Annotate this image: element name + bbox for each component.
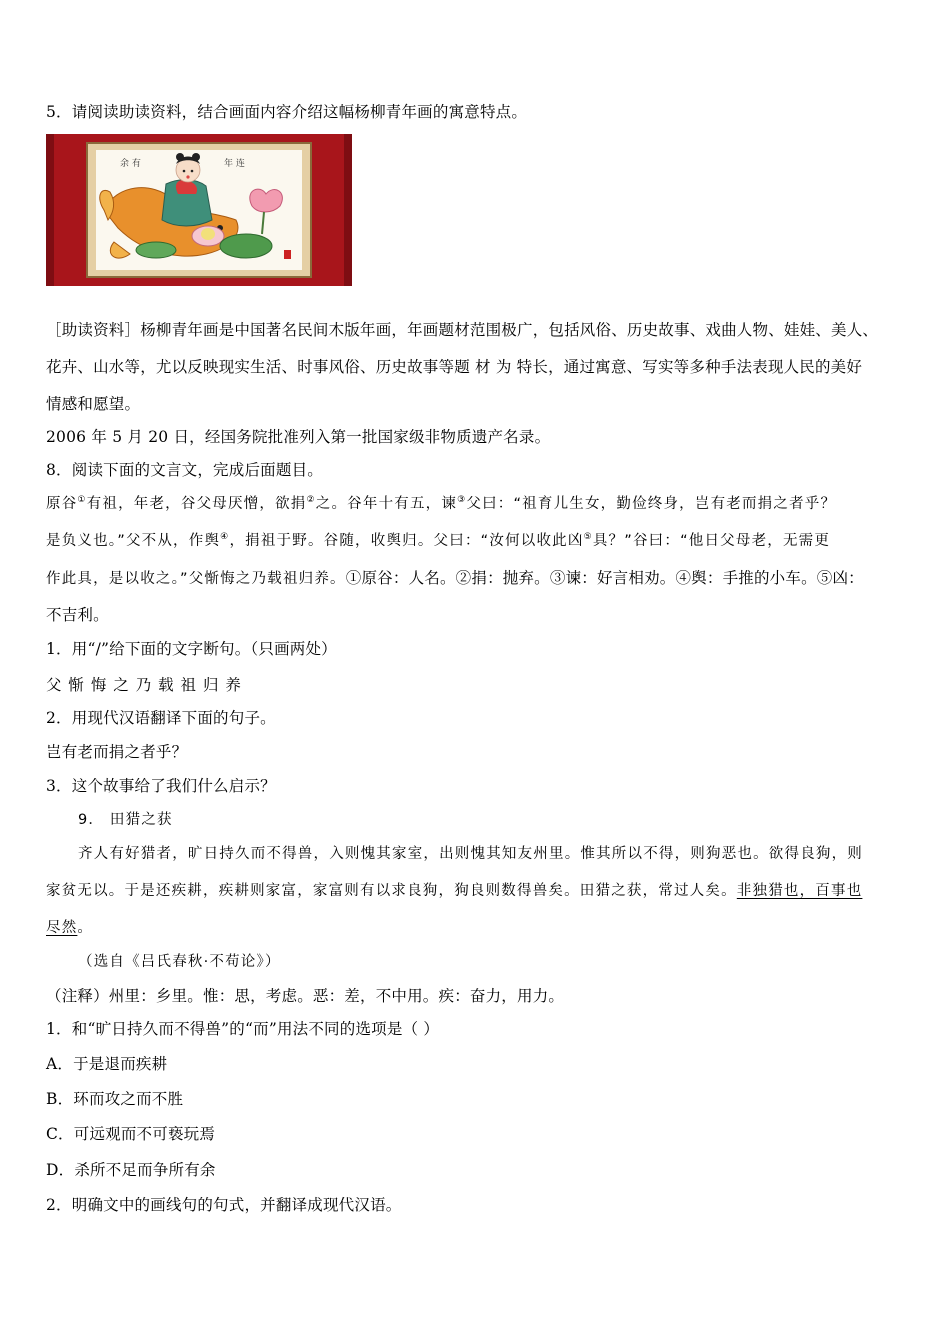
yangliuqing-new-year-painting [46, 134, 352, 286]
q8-sub1: 1．用“/”给下面的文字断句。（只画两处） [46, 640, 337, 658]
q9-option-d: D．杀所不足而争所有余 [46, 1161, 216, 1179]
q9-note: （注释）州里：乡里。惟：思，考虑。恶：差，不中用。疾：奋力，用力。 [46, 987, 565, 1005]
q9-passage-line-2: 家贫无以。于是还疾耕，疾耕则家富，家富则有以求良狗，狗良则数得兽矣。田猎之获，常过人矣。非独猎也，百事也 [46, 883, 863, 899]
q8-sub3: 3．这个故事给了我们什么启示？ [46, 777, 276, 795]
q9-sub1: 1．和“旷日持久而不得兽”的“而”用法不同的选项是（ ） [46, 1020, 440, 1038]
q8-prompt: 8．阅读下面的文言文，完成后面题目。 [46, 461, 323, 479]
q8-passage-line-3: 作此具，是以收之。”父惭悔之乃载祖归养。①原谷：人名。②捐：抛弃。③谏：好言相劝。④舆：手推的小车。⑤凶： [46, 569, 864, 587]
q5-prompt: 5．请阅读助读资料，结合画面内容介绍这幅杨柳青年画的寓意特点。 [46, 103, 528, 121]
q8-translate-sentence: 岂有老而捐之者乎？ [46, 743, 188, 761]
q9-sub2: 2．明确文中的画线句的句式，并翻译成现代汉语。 [46, 1196, 402, 1214]
q8-passage-line-1: 原谷①有祖，年老，谷父母厌憎，欲捐②之。谷年十有五，谏③父曰：“祖育儿生女，勤俭终身，岂有老而捐之者乎？ [46, 495, 837, 512]
q8-sentence: 父 惭 悔 之 乃 载 祖 归 养 [46, 676, 242, 694]
q9-option-a: A．于是退而疾耕 [46, 1055, 168, 1073]
painting-inscription-right: 年 连 [224, 159, 245, 169]
q9-passage-line-3: 尽然。 [46, 920, 94, 936]
q9-passage-line-1: 齐人有好猎者，旷日持久而不得兽，入则愧其家室，出则愧其知友州里。惟其所以不得，则狗恶也。欲得良狗，则 [78, 846, 863, 862]
q5-aid-line-2: 花卉、山水等，尤以反映现实生活、时事风俗、历史故事等题 材 为 特长，通过寓意、写实等多种手法表现人民的美好 [46, 358, 863, 376]
q5-aid-line-4: 2006 年 5 月 20 日，经国务院批准列入第一批国家级非物质遗产名录。 [46, 428, 551, 446]
q5-aid-line-1: ［助读资料］杨柳青年画是中国著名民间木版年画，年画题材范围极广，包括风俗、历史故事、戏曲人物、娃娃、美人、 [46, 321, 879, 339]
q9-option-c: C．可远观而不可亵玩焉 [46, 1125, 216, 1143]
q9-source: （选自《吕氏春秋·不苟论》） [78, 954, 281, 970]
q9-title: 9． 田猎之获 [78, 812, 173, 828]
q8-passage-line-4: 不吉利。 [46, 606, 109, 624]
painting-inscription-left: 余 有 [120, 159, 141, 169]
q8-sub2: 2．用现代汉语翻译下面的句子。 [46, 709, 276, 727]
q9-underlined-sentence: 非独猎也，百事也 [736, 883, 863, 899]
q8-passage-line-2: 是负义也。”父不从，作舆④，捐祖于野。谷随，收舆归。父曰：“汝何以收此凶⑤具？”谷曰：“他日父母老，无需更 [46, 532, 831, 549]
q5-aid-line-3: 情感和愿望。 [46, 395, 141, 413]
painting-illustration [96, 150, 302, 268]
q9-option-b: B．环而攻之而不胜 [46, 1090, 184, 1108]
